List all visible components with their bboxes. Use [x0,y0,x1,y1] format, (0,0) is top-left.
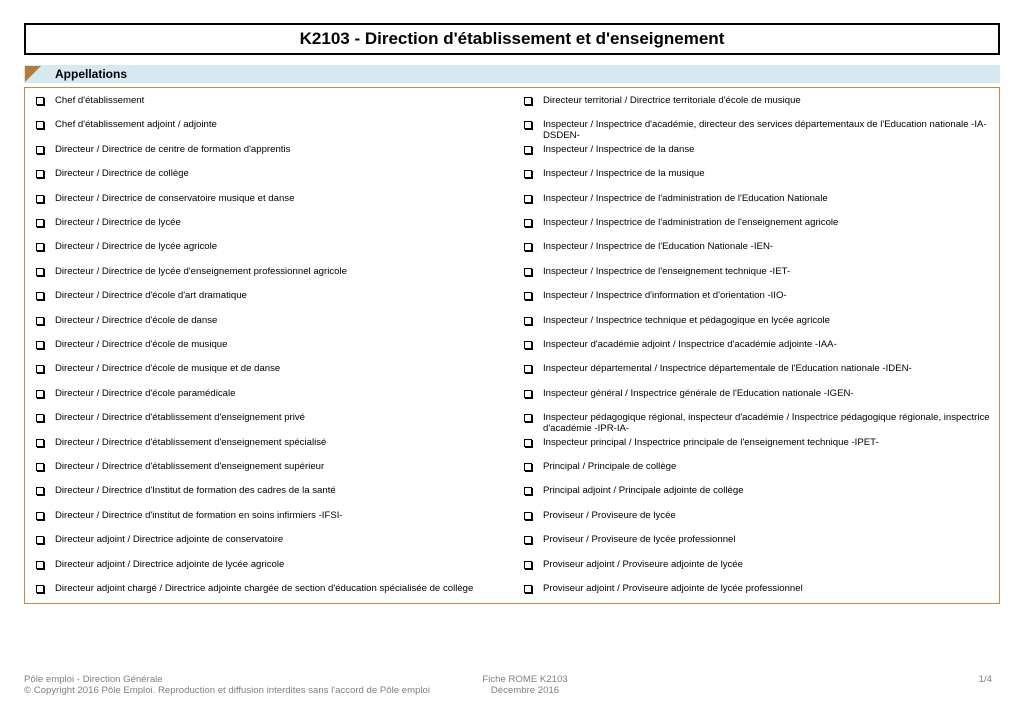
list-item [25,89,512,113]
appellations-list [24,87,1000,604]
list-item-label: Proviseur / Proviseure de lycée [543,509,676,521]
list-item-label: Directeur territorial / Directrice territoriale d'école de musique [543,95,801,106]
list-item [25,406,512,430]
list-item [513,431,1000,455]
footer-page-number: 1/4 [978,674,992,685]
list-item-label: Inspecteur / Inspectrice de la danse [543,143,695,155]
checkbox-bullet-icon [36,219,44,227]
checkbox-bullet-icon [524,341,532,349]
list-item-label: Inspecteur / Inspectrice d'académie, directeur des services départementaux de l'Education nationale -IA-DSDEN- [543,119,987,142]
checkbox-bullet-icon [524,121,532,129]
checkbox-bullet-icon [36,268,44,276]
list-item-label: Directeur adjoint / Directrice adjointe de conservatoire [55,534,284,546]
list-item [513,406,1000,435]
checkbox-bullet-icon [524,463,532,471]
list-item [513,235,1000,259]
checkbox-bullet-icon [36,365,44,373]
list-item [25,455,512,479]
list-item [513,577,1000,601]
list-item [25,431,512,455]
list-item-label: Inspecteur départemental / Inspectrice départementale de l'Education nationale -IDEN- [543,363,912,375]
list-item [513,504,1000,528]
checkbox-bullet-icon [524,439,532,447]
list-item [513,162,1000,186]
list-item [513,528,1000,552]
list-item-label: Inspecteur d'académie adjoint / Inspectrice d'académie adjointe -IAA- [543,339,837,350]
footer-left [24,674,430,696]
list-item-label: Chef d'établissement [55,95,145,106]
list-item [25,504,512,528]
checkbox-bullet-icon [524,146,532,154]
list-item-label: Inspecteur / Inspectrice de la musique [543,168,705,180]
list-item [25,260,512,284]
list-item [513,113,1000,142]
checkbox-bullet-icon [36,121,44,129]
list-item [513,260,1000,284]
list-item-label: Proviseur adjoint / Proviseure adjointe de lycée [543,558,743,570]
checkbox-bullet-icon [524,536,532,544]
list-item-label: Inspecteur / Inspectrice de l'administration de l'enseignement agricole [543,217,839,228]
list-item-label: Inspecteur / Inspectrice d'information et d'orientation -IIO- [543,290,787,302]
checkbox-bullet-icon [524,585,532,593]
list-item-label: Directeur / Directrice de conservatoire musique et danse [55,192,295,204]
list-item [25,479,512,503]
checkbox-bullet-icon [36,463,44,471]
list-item [25,162,512,186]
list-item-label: Inspecteur / Inspectrice de l'enseignement technique -IET- [543,265,791,277]
list-item [513,187,1000,211]
list-item [25,357,512,381]
section-corner-marker-icon [25,66,41,82]
list-item-label: Inspecteur principal / Inspectrice principale de l'enseignement technique -IPET- [543,436,879,448]
checkbox-bullet-icon [36,170,44,178]
list-item-label: Directeur / Directrice d'école de musique [55,339,228,350]
list-item [513,357,1000,381]
list-item [25,235,512,259]
list-item-label: Directeur / Directrice d'école d'art dramatique [55,290,247,302]
list-item [513,455,1000,479]
checkbox-bullet-icon [524,170,532,178]
footer-fiche: Fiche ROME K2103 [482,674,568,685]
checkbox-bullet-icon [36,317,44,325]
list-item [25,553,512,577]
checkbox-bullet-icon [524,561,532,569]
list-item-label: Directeur / Directrice d'école de musique et de danse [55,363,281,375]
checkbox-bullet-icon [524,487,532,495]
list-item [513,211,1000,235]
list-item-label: Proviseur / Proviseure de lycée professionnel [543,534,736,546]
list-item-label: Inspecteur général / Inspectrice générale de l'Education nationale -IGEN- [543,387,854,399]
checkbox-bullet-icon [524,365,532,373]
list-item [25,577,512,601]
footer-org: Pôle emploi - Direction Générale [24,674,163,685]
list-item [513,479,1000,503]
checkbox-bullet-icon [36,97,44,105]
checkbox-bullet-icon [36,146,44,154]
checkbox-bullet-icon [36,561,44,569]
list-item [513,284,1000,308]
list-item-label: Directeur / Directrice de collège [55,168,189,180]
list-item-label: Directeur / Directrice d'établissement d'enseignement spécialisé [55,436,327,448]
document-title: K2103 - Direction d'établissement et d'enseignement [299,29,725,48]
list-item-label: Proviseur adjoint / Proviseure adjointe de lycée professionnel [543,583,803,594]
list-item-label: Directeur adjoint / Directrice adjointe de lycée agricole [55,558,285,570]
footer-date: Décembre 2016 [490,685,560,696]
list-item [513,138,1000,162]
checkbox-bullet-icon [36,341,44,349]
checkbox-bullet-icon [524,219,532,227]
checkbox-bullet-icon [524,268,532,276]
list-item-label: Directeur / Directrice d'institut de formation en soins infirmiers -IFSI- [55,509,343,521]
checkbox-bullet-icon [36,487,44,495]
section-header [24,65,1000,83]
list-item [513,382,1000,406]
checkbox-bullet-icon [36,390,44,398]
list-item-label: Principal adjoint / Principale adjointe de collège [543,485,744,497]
list-item [25,187,512,211]
list-item [513,553,1000,577]
list-item-label: Directeur / Directrice de lycée d'enseignement professionnel agricole [55,265,347,277]
checkbox-bullet-icon [524,512,532,520]
list-item [25,309,512,333]
list-item-label: Chef d'établissement adjoint / adjointe [55,119,217,131]
list-item-label: Inspecteur / Inspectrice de l'administration de l'Education Nationale [543,192,828,204]
checkbox-bullet-icon [524,97,532,105]
checkbox-bullet-icon [524,243,532,251]
checkbox-bullet-icon [36,195,44,203]
checkbox-bullet-icon [524,317,532,325]
checkbox-bullet-icon [36,536,44,544]
checkbox-bullet-icon [36,512,44,520]
checkbox-bullet-icon [36,439,44,447]
checkbox-bullet-icon [524,292,532,300]
checkbox-bullet-icon [524,414,532,422]
list-item-label: Directeur / Directrice de lycée agricole [55,241,218,253]
list-item-label: Directeur / Directrice d'Institut de formation des cadres de la santé [55,485,336,497]
list-item [25,138,512,162]
section-title: Appellations [55,67,128,81]
list-item-label: Directeur adjoint chargé / Directrice adjointe chargée de section d'éducation spécialisée de collège [55,583,474,594]
footer-copyright: © Copyright 2016 Pôle Emploi. Reproduction et diffusion interdites sans l'accord de Pôle emploi [24,685,431,696]
list-item [25,528,512,552]
checkbox-bullet-icon [524,390,532,398]
list-item [25,211,512,235]
list-item-label: Inspecteur pédagogique régional, inspecteur d'académie / Inspectrice pédagogique régionale, inspectrice d'académie -IPR-IA- [543,412,990,435]
list-item-label: Inspecteur / Inspectrice de l'Education Nationale -IEN- [543,241,774,253]
checkbox-bullet-icon [36,292,44,300]
document-title-box [24,23,1000,55]
list-item [25,333,512,357]
list-item-label: Inspecteur / Inspectrice technique et pédagogique en lycée agricole [543,314,830,326]
list-item [25,284,512,308]
list-item-label: Directeur / Directrice d'école paramédicale [55,387,236,399]
list-item [513,309,1000,333]
checkbox-bullet-icon [36,243,44,251]
list-item [513,89,1000,113]
list-item [25,382,512,406]
list-item [513,333,1000,357]
checkbox-bullet-icon [36,585,44,593]
checkbox-bullet-icon [524,195,532,203]
list-item-label: Directeur / Directrice d'établissement d'enseignement supérieur [55,461,325,472]
list-item-label: Principal / Principale de collège [543,461,677,472]
list-item [25,113,512,137]
list-item-label: Directeur / Directrice d'école de danse [55,314,218,326]
list-item-label: Directeur / Directrice d'établissement d'enseignement privé [55,412,306,424]
checkbox-bullet-icon [36,414,44,422]
list-item-label: Directeur / Directrice de centre de formation d'apprentis [55,143,291,155]
footer-center [482,674,568,696]
list-item-label: Directeur / Directrice de lycée [55,217,181,228]
